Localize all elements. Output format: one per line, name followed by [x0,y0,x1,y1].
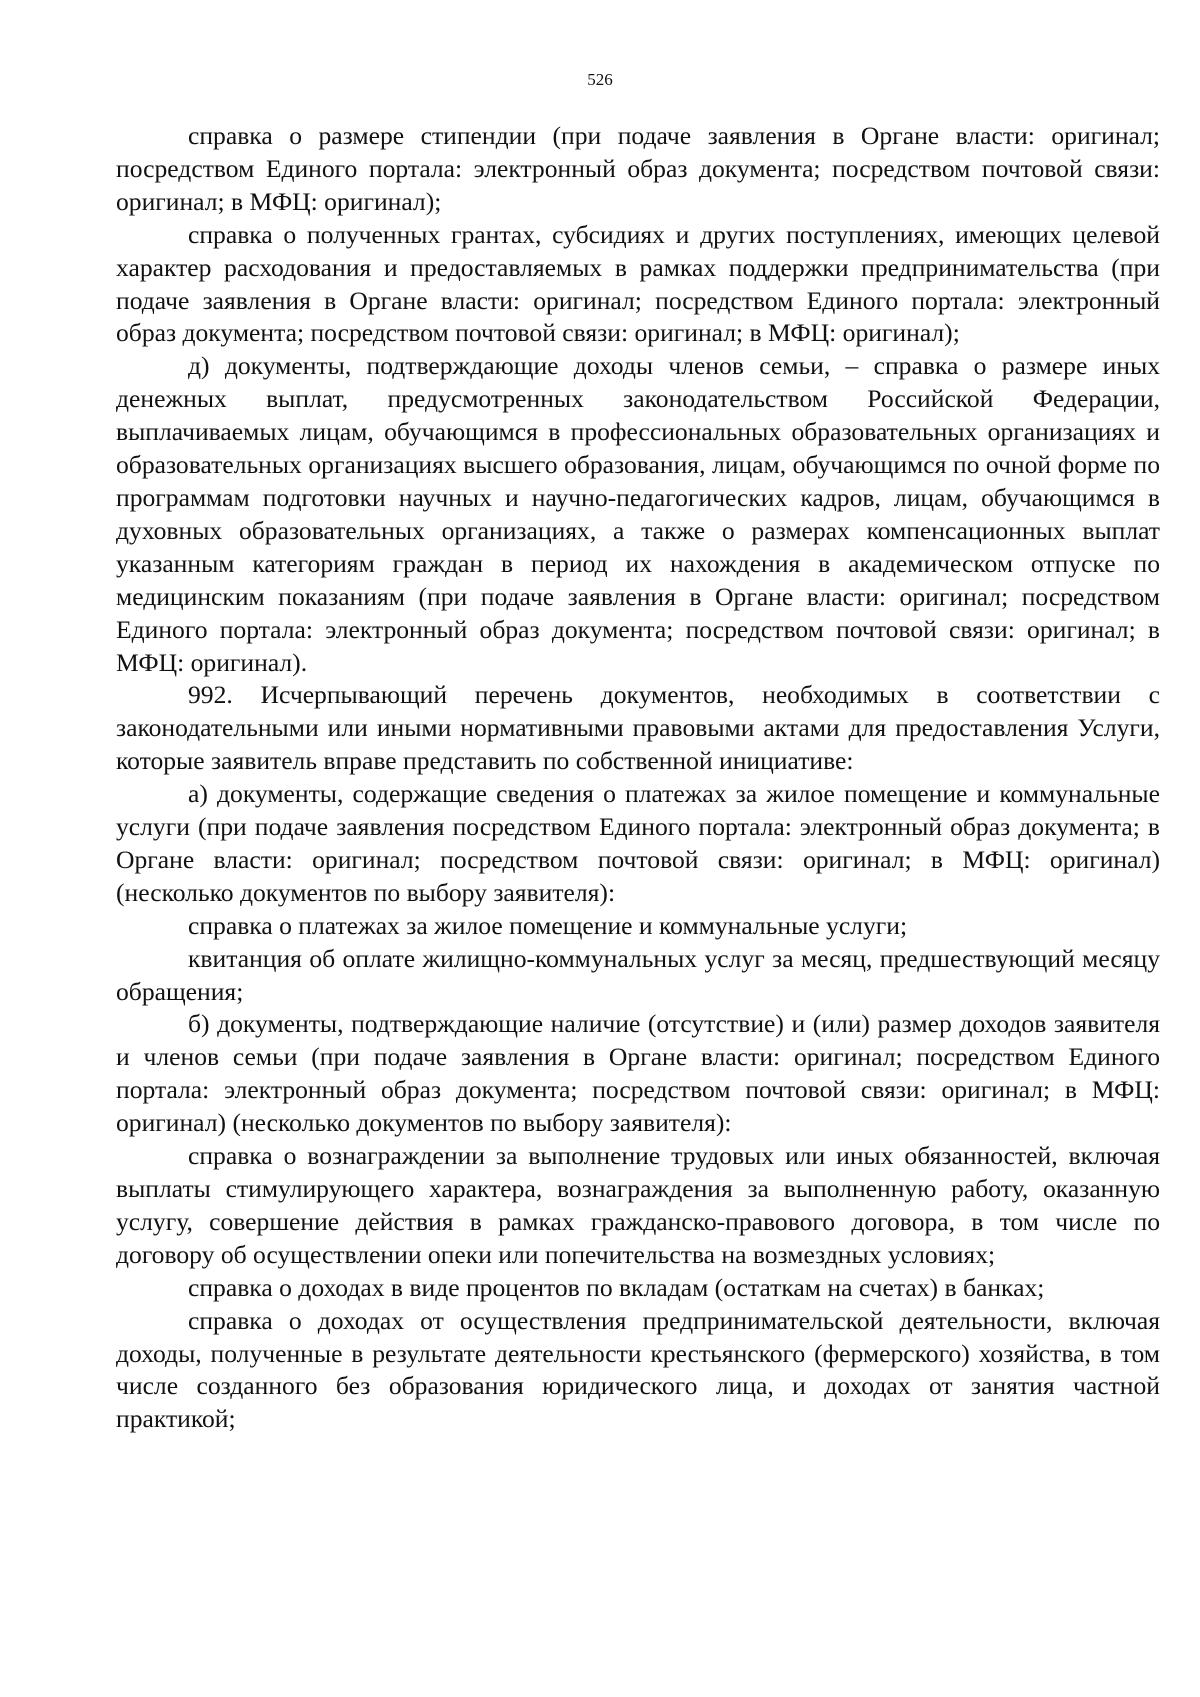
paragraph-grants-certificate: справка о полученных грантах, субсидиях и других поступлениях, имеющих целевой характер расходования и предоставляемых в рамках поддержки предпринимательства (при подаче заявления в Органе власти: оригинал; посредством Единого портала: электронный образ документа; посредством почтовой связи: оригинал; в МФЦ: оригинал); [116,219,1160,348]
paragraph-remuneration-certificate: справка о вознаграждении за выполнение трудовых или иных обязанностей, включая выплаты стимулирующего характера, вознаграждения за выполненную работу, оказанную услугу, совершение действия в рамках гражданско-правового договора, в том числе по договору об осуществлении опеки или попечительства на возмездных условиях; [116,1141,1160,1269]
paragraph-business-income-certificate: справка о доходах от осуществления предпринимательской деятельности, включая доходы, полученные в результате деятельности крестьянского (фермерского) хозяйства, в том числе созданного без образования юридического лица, и доходах от занятия частной практикой; [116,1305,1160,1434]
paragraph-utility-receipt: квитанция об оплате жилищно-коммунальных услуг за месяц, предшествующий месяцу обращения; [116,943,1160,1006]
paragraph-992-document-list: 992. Исчерпывающий перечень документов, необходимых в соответствии с законодательными или иными нормативными правовыми актами для предоставления Услуги, которые заявитель вправе представить по собственной инициативе: [116,680,1160,776]
paragraph-housing-payments-certificate: справка о платежах за жилое помещение и коммунальные услуги; [188,910,908,940]
paragraph-deposit-interest-certificate: справка о доходах в виде процентов по вкладам (остаткам на счетах) в банках; [188,1272,1045,1302]
paragraph-scholarship-certificate: справка о размере стипендии (при подаче заявления в Органе власти: оригинал; посредством Единого портала: электронный образ документа; посредством почтовой связи: оригинал; в МФЦ: оригинал); [116,121,1160,216]
paragraph-item-b-income-documents: б) документы, подтверждающие наличие (отсутствие) и (или) размер доходов заявителя и членов семьи (при подаче заявления в Органе власти: оригинал; посредством Единого портала: электронный образ документа; посредством почтовой связи: оригинал; в МФЦ: оригинал) (несколько документов по выбору заявителя): [116,1009,1160,1138]
page-number: 526 [587,70,613,89]
paragraph-item-a-housing-payments: а) документы, содержащие сведения о платежах за жилое помещение и коммунальные услуги (при подаче заявления посредством Единого портала: электронный образ документа; в Органе власти: оригинал; посредством почтовой связи: оригинал; в МФЦ: оригинал) (несколько документов по выбору заявителя): [116,779,1160,907]
document-body [116,120,1160,1436]
paragraph-item-d-family-income: д) документы, подтверждающие доходы членов семьи, – справка о размере иных денежных выплат, предусмотренных законодательством Российской Федерации, выплачиваемых лицам, обучающимся в профессиональных образовательных организациях и образовательных организациях высшего образования, лицам, обучающимся по очной форме по программам подготовки научных и научно-педагогических кадров, лицам, обучающимся в духовных образовательных организациях, а также о размерах компенсационных выплат указанным категориям граждан в период их нахождения в академическом отпуске по медицинским показаниям (при подаче заявления в Органе власти: оригинал; посредством Единого портала: электронный образ документа; посредством почтовой связи: оригинал; в МФЦ: оригинал). [116,351,1160,677]
